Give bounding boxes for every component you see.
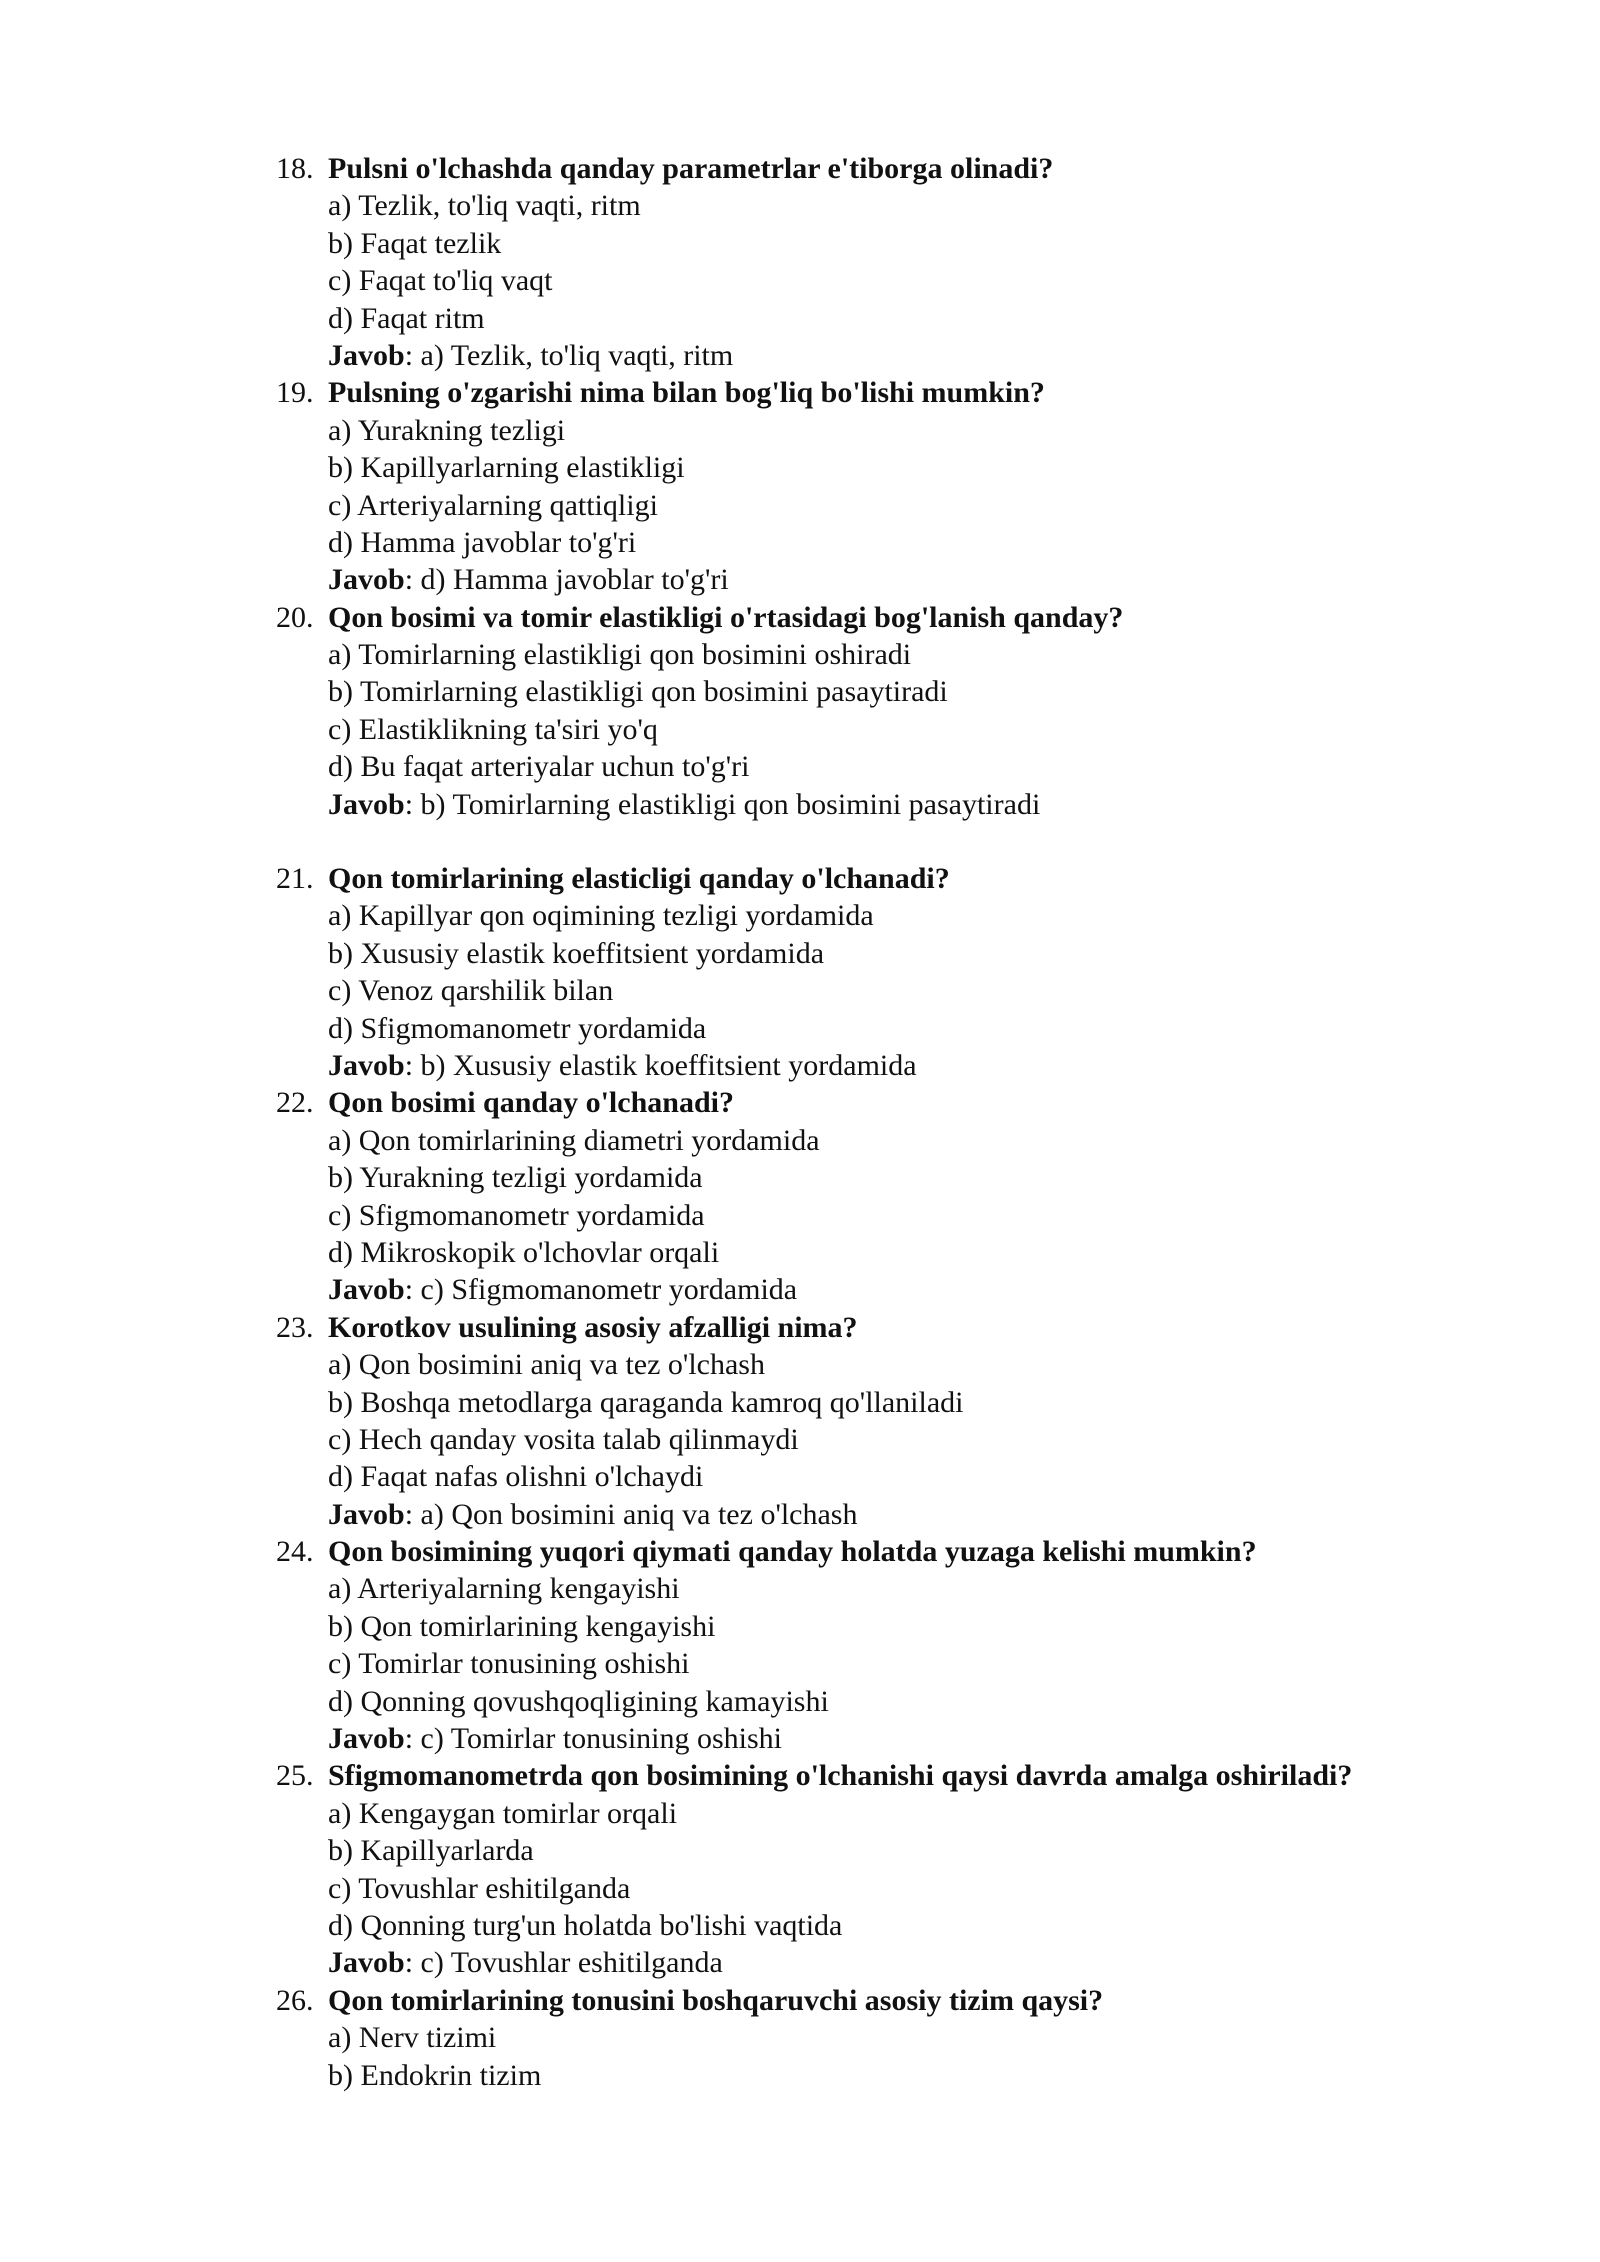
option-a: a) Yurakning tezligi [328,413,566,447]
question-21 [0,860,1600,1084]
question-20 [0,599,1600,823]
option-d: d) Bu faqat arteriyalar uchun to'g'ri [328,750,750,784]
answer-text: : d) Hamma javoblar to'g'ri [404,563,729,597]
question-text: Pulsni o'lchashda qanday parametrlar e'tiborga olinadi? [328,152,1054,185]
answer-label: Javob [328,338,405,372]
option-a: a) Tomirlarning elastikligi qon bosimini oshiradi [328,638,912,672]
option-a: a) Kengaygan tomirlar orqali [328,1796,678,1830]
option-d: d) Hamma javoblar to'g'ri [328,525,637,559]
answer-line [0,1720,1600,1757]
question-number: 25. [276,1759,314,1793]
question-text: Sfigmomanometrda qon bosimining o'lchanishi qaysi davrda amalga oshiriladi? [328,1759,1353,1793]
answer-label: Javob [328,1946,405,1980]
option-b: b) Faqat tezlik [328,226,502,260]
option-c: c) Venoz qarshilik bilan [328,974,614,1008]
question-number: 20. [276,600,314,634]
option-b: b) Kapillyarlarda [328,1834,534,1868]
answer-line [0,1944,1600,1981]
option-d: d) Faqat ritm [328,301,485,335]
question-number: 23. [276,1310,314,1344]
question-24 [0,1533,1600,1757]
question-text: Korotkov usulining asosiy afzalligi nima? [328,1310,858,1344]
answer-label: Javob [328,563,405,597]
answer-text: : b) Xususiy elastik koeffitsient yordamida [404,1048,917,1082]
question-number: 22. [276,1086,314,1120]
question-23 [0,1309,1600,1533]
question-text: Qon tomirlarining tonusini boshqaruvchi asosiy tizim qaysi? [328,1983,1104,2017]
option-b: b) Yurakning tezligi yordamida [328,1161,703,1195]
option-d: d) Mikroskopik o'lchovlar orqali [328,1235,720,1269]
answer-text: : a) Tezlik, to'liq vaqti, ritm [404,338,734,372]
answer-line [0,1047,1600,1084]
answer-line [0,337,1600,374]
question-19 [0,374,1600,598]
option-c: c) Faqat to'liq vaqt [328,264,553,298]
option-a: a) Nerv tizimi [328,2021,497,2055]
question-text: Qon bosimi va tomir elastikligi o'rtasidagi bog'lanish qanday? [328,600,1124,634]
answer-line [0,1271,1600,1308]
option-c: c) Hech qanday vosita talab qilinmaydi [328,1422,799,1456]
answer-text: : c) Sfigmomanometr yordamida [404,1273,798,1307]
document-page [0,150,1600,2094]
answer-text: : c) Tovushlar eshitilganda [404,1946,723,1980]
option-c: c) Sfigmomanometr yordamida [328,1198,705,1232]
answer-line [0,561,1600,598]
option-c: c) Elastiklikning ta'siri yo'q [328,712,658,746]
question-number: 19. [276,376,314,410]
option-d: d) Sfigmomanometr yordamida [328,1011,707,1045]
option-d: d) Qonning turg'un holatda bo'lishi vaqtida [328,1908,843,1942]
answer-line [0,786,1600,823]
answer-label: Javob [328,1048,405,1082]
option-a: a) Kapillyar qon oqimining tezligi yordamida [328,899,874,933]
option-c: c) Tomirlar tonusining oshishi [328,1647,690,1681]
question-number: 21. [276,862,314,896]
answer-line [0,1496,1600,1533]
question-text: Qon tomirlarining elasticligi qanday o'lchanadi? [328,862,950,896]
question-number: 24. [276,1535,314,1569]
option-b: b) Boshqa metodlarga qaraganda kamroq qo'llaniladi [328,1385,964,1419]
question-text: Qon bosimi qanday o'lchanadi? [328,1086,734,1120]
option-c: c) Tovushlar eshitilganda [328,1871,631,1905]
question-number: 26. [276,1983,314,2017]
question-number: 18. [276,152,314,185]
option-d: d) Qonning qovushqoqligining kamayishi [328,1684,829,1718]
option-b: b) Xususiy elastik koeffitsient yordamida [328,936,825,970]
question-18 [0,150,1600,374]
option-a: a) Qon bosimini aniq va tez o'lchash [328,1348,765,1382]
answer-label: Javob [328,1497,405,1531]
option-b: b) Tomirlarning elastikligi qon bosimini pasaytiradi [328,675,948,709]
answer-label: Javob [328,787,405,821]
option-a: a) Tezlik, to'liq vaqti, ritm [328,189,641,223]
question-26 [0,1982,1600,2094]
answer-label: Javob [328,1722,405,1756]
option-d: d) Faqat nafas olishni o'lchaydi [328,1460,704,1494]
option-a: a) Arteriyalarning kengayishi [328,1572,680,1606]
option-b: b) Kapillyarlarning elastikligi [328,451,685,485]
option-a: a) Qon tomirlarining diametri yordamida [328,1123,820,1157]
answer-text: : b) Tomirlarning elastikligi qon bosimini pasaytiradi [404,787,1041,821]
question-text: Qon bosimining yuqori qiymati qanday holatda yuzaga kelishi mumkin? [328,1535,1257,1569]
question-22 [0,1084,1600,1308]
question-text: Pulsning o'zgarishi nima bilan bog'liq bo'lishi mumkin? [328,376,1045,410]
option-b: b) Endokrin tizim [328,2058,542,2092]
question-25 [0,1757,1600,1981]
option-b: b) Qon tomirlarining kengayishi [328,1609,716,1643]
answer-text: : c) Tomirlar tonusining oshishi [404,1722,783,1756]
option-c: c) Arteriyalarning qattiqligi [328,488,658,522]
answer-label: Javob [328,1273,405,1307]
answer-text: : a) Qon bosimini aniq va tez o'lchash [404,1497,858,1531]
